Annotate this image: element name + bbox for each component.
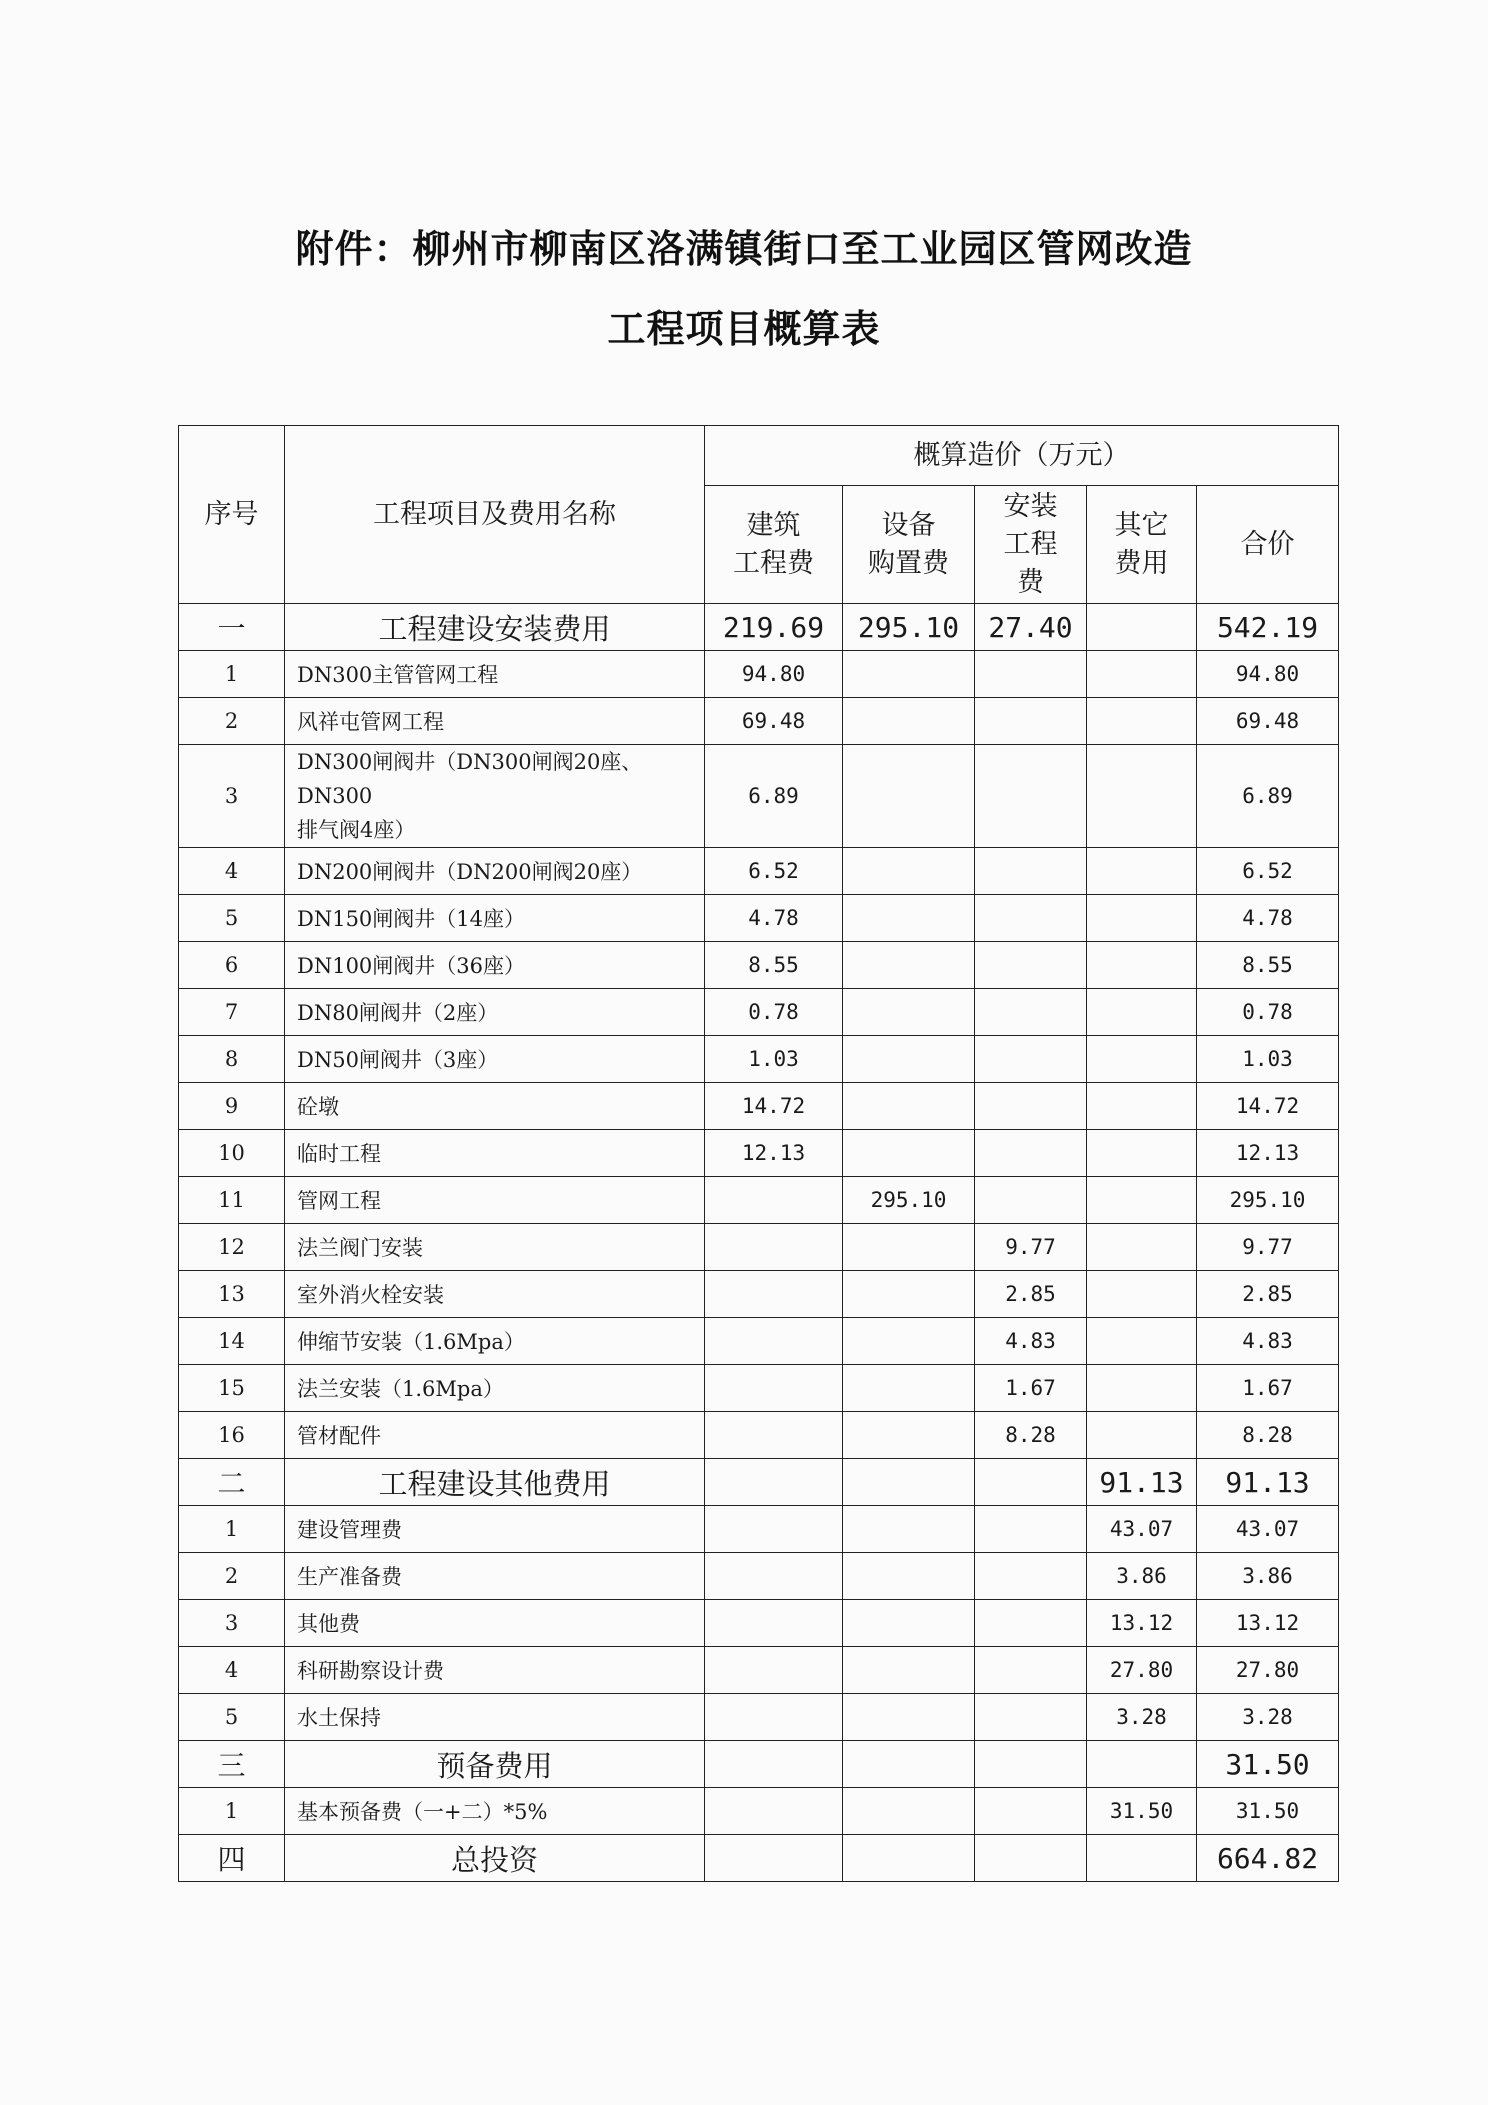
table-row (179, 1647, 1339, 1694)
cell-total: 69.48 (1197, 698, 1339, 745)
cell-total: 295.10 (1197, 1177, 1339, 1224)
cell-other (1087, 1036, 1197, 1083)
cell-item-name: 建设管理费 (285, 1506, 705, 1553)
cell-install: 1.67 (975, 1365, 1087, 1412)
cell-build: 219.69 (705, 604, 843, 651)
cell-item-name: DN100闸阀井（36座） (285, 942, 705, 989)
table-row (179, 1177, 1339, 1224)
table-row (179, 848, 1339, 895)
cell-seq: 1 (179, 1788, 285, 1835)
cell-install: 2.85 (975, 1271, 1087, 1318)
cell-other (1087, 1130, 1197, 1177)
cell-seq: 4 (179, 1647, 285, 1694)
cell-install (975, 1130, 1087, 1177)
cell-total: 1.03 (1197, 1036, 1339, 1083)
cell-build: 4.78 (705, 895, 843, 942)
cell-build (705, 1600, 843, 1647)
document-title-line2: 工程项目概算表 (607, 307, 881, 351)
table-row (179, 1553, 1339, 1600)
cell-build (705, 1741, 843, 1788)
cell-total: 27.80 (1197, 1647, 1339, 1694)
cell-item-name: 法兰安装（1.6Mpa） (285, 1365, 705, 1412)
cell-seq: 14 (179, 1318, 285, 1365)
cell-build (705, 1647, 843, 1694)
cell-other: 43.07 (1087, 1506, 1197, 1553)
cell-total: 664.82 (1197, 1835, 1339, 1882)
table-row (179, 1224, 1339, 1271)
cell-other (1087, 1835, 1197, 1882)
cell-install (975, 651, 1087, 698)
cell-install (975, 1506, 1087, 1553)
cell-equip (843, 1553, 975, 1600)
cell-build (705, 1224, 843, 1271)
cell-other (1087, 745, 1197, 848)
cell-item-name: 其他费 (285, 1600, 705, 1647)
cell-equip (843, 1741, 975, 1788)
section-row (179, 1459, 1339, 1506)
cell-other: 3.86 (1087, 1553, 1197, 1600)
cell-install (975, 1835, 1087, 1882)
cell-install: 8.28 (975, 1412, 1087, 1459)
table-row (179, 1130, 1339, 1177)
cell-seq: 3 (179, 745, 285, 848)
cell-item-name: 总投资 (285, 1835, 705, 1882)
cell-seq: 三 (179, 1741, 285, 1788)
cell-equip (843, 1083, 975, 1130)
table-row (179, 1083, 1339, 1130)
cell-item-name: 水土保持 (285, 1694, 705, 1741)
cell-item-name: 临时工程 (285, 1130, 705, 1177)
cell-build: 6.52 (705, 848, 843, 895)
cell-install (975, 1083, 1087, 1130)
cell-install (975, 1788, 1087, 1835)
cell-install (975, 1459, 1087, 1506)
cell-other: 27.80 (1087, 1647, 1197, 1694)
cell-item-name: 预备费用 (285, 1741, 705, 1788)
cell-total: 9.77 (1197, 1224, 1339, 1271)
cell-equip (843, 1506, 975, 1553)
cell-install: 4.83 (975, 1318, 1087, 1365)
header-equipment-cost: 设备 购置费 (843, 486, 975, 604)
cell-seq: 13 (179, 1271, 285, 1318)
cell-seq: 12 (179, 1224, 285, 1271)
cell-build: 14.72 (705, 1083, 843, 1130)
cell-equip (843, 1647, 975, 1694)
cell-seq: 1 (179, 1506, 285, 1553)
table-row (179, 651, 1339, 698)
cell-equip (843, 651, 975, 698)
cell-build (705, 1788, 843, 1835)
cell-build (705, 1694, 843, 1741)
cell-seq: 2 (179, 1553, 285, 1600)
cell-item-name: 管材配件 (285, 1412, 705, 1459)
cell-build (705, 1553, 843, 1600)
cell-item-name: 工程建设安装费用 (285, 604, 705, 651)
cell-build (705, 1412, 843, 1459)
table-row (179, 989, 1339, 1036)
cell-item-name: 室外消火栓安装 (285, 1271, 705, 1318)
header-name: 工程项目及费用名称 (285, 426, 705, 604)
cell-other: 91.13 (1087, 1459, 1197, 1506)
cell-other (1087, 604, 1197, 651)
cell-seq: 11 (179, 1177, 285, 1224)
table-row (179, 1271, 1339, 1318)
cell-other (1087, 1224, 1197, 1271)
cell-total: 8.55 (1197, 942, 1339, 989)
table-row (179, 1365, 1339, 1412)
cell-seq: 4 (179, 848, 285, 895)
cell-total: 13.12 (1197, 1600, 1339, 1647)
cell-item-name: 基本预备费（一+二）*5% (285, 1788, 705, 1835)
cell-item-name: DN200闸阀井（DN200闸阀20座） (285, 848, 705, 895)
cell-equip (843, 698, 975, 745)
cell-other: 31.50 (1087, 1788, 1197, 1835)
cell-item-name: DN150闸阀井（14座） (285, 895, 705, 942)
cell-install (975, 1177, 1087, 1224)
cell-seq: 1 (179, 651, 285, 698)
cell-install (975, 942, 1087, 989)
cell-item-name: 伸缩节安装（1.6Mpa） (285, 1318, 705, 1365)
cell-item-name: DN50闸阀井（3座） (285, 1036, 705, 1083)
cell-item-name (285, 745, 705, 848)
item-name-line1: DN300闸阀井（DN300闸阀20座、DN300 (297, 750, 643, 808)
cell-total: 12.13 (1197, 1130, 1339, 1177)
header-build-cost: 建筑 工程费 (705, 486, 843, 604)
cell-equip (843, 1271, 975, 1318)
cell-other: 3.28 (1087, 1694, 1197, 1741)
table-row (179, 698, 1339, 745)
cell-other (1087, 1318, 1197, 1365)
table-row (179, 1694, 1339, 1741)
cell-total: 1.67 (1197, 1365, 1339, 1412)
cell-equip (843, 1694, 975, 1741)
cell-other (1087, 1741, 1197, 1788)
cell-total: 6.89 (1197, 745, 1339, 848)
cell-equip: 295.10 (843, 1177, 975, 1224)
cell-equip (843, 1365, 975, 1412)
header-total: 合价 (1197, 486, 1339, 604)
cell-equip (843, 1036, 975, 1083)
cell-equip (843, 942, 975, 989)
cell-build: 6.89 (705, 745, 843, 848)
cell-other (1087, 698, 1197, 745)
cell-build (705, 1318, 843, 1365)
cell-total: 43.07 (1197, 1506, 1339, 1553)
cell-item-name: DN80闸阀井（2座） (285, 989, 705, 1036)
cell-seq: 5 (179, 1694, 285, 1741)
cell-item-name: 管网工程 (285, 1177, 705, 1224)
cell-total: 94.80 (1197, 651, 1339, 698)
cell-other: 13.12 (1087, 1600, 1197, 1647)
cell-seq: 16 (179, 1412, 285, 1459)
cell-install (975, 1741, 1087, 1788)
cell-build: 0.78 (705, 989, 843, 1036)
section-row (179, 1835, 1339, 1882)
cell-equip (843, 1412, 975, 1459)
cell-install (975, 745, 1087, 848)
table-row (179, 942, 1339, 989)
cell-install (975, 1036, 1087, 1083)
header-seq: 序号 (179, 426, 285, 604)
table-row (179, 745, 1339, 848)
cell-build: 1.03 (705, 1036, 843, 1083)
cell-seq: 一 (179, 604, 285, 651)
cell-other (1087, 942, 1197, 989)
cell-other (1087, 989, 1197, 1036)
cell-equip (843, 1788, 975, 1835)
cell-other (1087, 1271, 1197, 1318)
cell-install (975, 1647, 1087, 1694)
cell-equip (843, 989, 975, 1036)
cell-equip (843, 848, 975, 895)
table-row (179, 1036, 1339, 1083)
cell-equip (843, 895, 975, 942)
cell-item-name: 法兰阀门安装 (285, 1224, 705, 1271)
header-other-cost: 其它 费用 (1087, 486, 1197, 604)
cell-item-name: DN300主管管网工程 (285, 651, 705, 698)
cell-item-name: 工程建设其他费用 (285, 1459, 705, 1506)
cell-other (1087, 651, 1197, 698)
cell-install (975, 698, 1087, 745)
cell-seq: 15 (179, 1365, 285, 1412)
table-row (179, 895, 1339, 942)
item-name-line2: 排气阀4座） (297, 818, 416, 842)
section-row (179, 1741, 1339, 1788)
document-title-line1: 附件：柳州市柳南区洛满镇街口至工业园区管网改造 (295, 227, 1193, 271)
cell-seq: 四 (179, 1835, 285, 1882)
cell-other (1087, 1412, 1197, 1459)
cell-build (705, 1506, 843, 1553)
cell-build: 94.80 (705, 651, 843, 698)
cell-build (705, 1835, 843, 1882)
cell-install (975, 1694, 1087, 1741)
cell-item-name: 风祥屯管网工程 (285, 698, 705, 745)
cell-install (975, 1600, 1087, 1647)
cell-total: 3.28 (1197, 1694, 1339, 1741)
cell-seq: 3 (179, 1600, 285, 1647)
cell-equip (843, 1318, 975, 1365)
cell-build (705, 1459, 843, 1506)
cell-install: 27.40 (975, 604, 1087, 651)
table-row (179, 1318, 1339, 1365)
table-row (179, 1788, 1339, 1835)
cell-build (705, 1177, 843, 1224)
section-row (179, 604, 1339, 651)
cell-other (1087, 1177, 1197, 1224)
cell-item-name: 砼墩 (285, 1083, 705, 1130)
cell-seq: 5 (179, 895, 285, 942)
cell-total: 4.78 (1197, 895, 1339, 942)
table-row (179, 1506, 1339, 1553)
cell-build: 69.48 (705, 698, 843, 745)
cell-total: 6.52 (1197, 848, 1339, 895)
table-row (179, 1600, 1339, 1647)
cell-seq: 7 (179, 989, 285, 1036)
cell-seq: 10 (179, 1130, 285, 1177)
cell-total: 91.13 (1197, 1459, 1339, 1506)
table-row (179, 1412, 1339, 1459)
cell-equip: 295.10 (843, 604, 975, 651)
cell-install (975, 848, 1087, 895)
cell-other (1087, 848, 1197, 895)
cell-equip (843, 1459, 975, 1506)
header-install-cost: 安装 工程 费 (975, 486, 1087, 604)
cell-equip (843, 1130, 975, 1177)
cell-other (1087, 1083, 1197, 1130)
cell-install: 9.77 (975, 1224, 1087, 1271)
cell-total: 542.19 (1197, 604, 1339, 651)
cell-total: 4.83 (1197, 1318, 1339, 1365)
cell-total: 3.86 (1197, 1553, 1339, 1600)
cell-other (1087, 895, 1197, 942)
cell-install (975, 895, 1087, 942)
cell-build: 8.55 (705, 942, 843, 989)
cell-total: 31.50 (1197, 1788, 1339, 1835)
header-estimate-group: 概算造价（万元） (705, 426, 1339, 486)
cell-total: 2.85 (1197, 1271, 1339, 1318)
cell-install (975, 1553, 1087, 1600)
cell-equip (843, 1835, 975, 1882)
cell-seq: 9 (179, 1083, 285, 1130)
cell-item-name: 生产准备费 (285, 1553, 705, 1600)
cell-other (1087, 1365, 1197, 1412)
cell-total: 31.50 (1197, 1741, 1339, 1788)
cell-total: 14.72 (1197, 1083, 1339, 1130)
cell-equip (843, 1224, 975, 1271)
cell-build (705, 1271, 843, 1318)
cell-install (975, 989, 1087, 1036)
cell-total: 8.28 (1197, 1412, 1339, 1459)
cell-total: 0.78 (1197, 989, 1339, 1036)
cell-build (705, 1365, 843, 1412)
cell-equip (843, 745, 975, 848)
cell-seq: 二 (179, 1459, 285, 1506)
cell-build: 12.13 (705, 1130, 843, 1177)
cell-seq: 6 (179, 942, 285, 989)
cell-equip (843, 1600, 975, 1647)
cell-seq: 2 (179, 698, 285, 745)
cell-item-name: 科研勘察设计费 (285, 1647, 705, 1694)
cell-seq: 8 (179, 1036, 285, 1083)
estimate-table (178, 425, 1339, 1882)
